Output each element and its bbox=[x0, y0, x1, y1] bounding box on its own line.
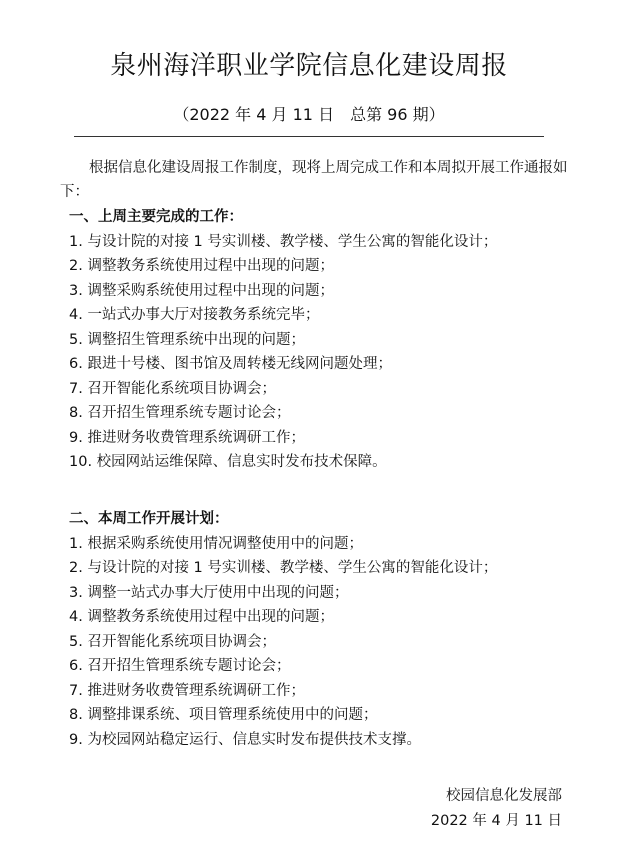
list-item: 7. 召开智能化系统项目协调会； bbox=[69, 380, 276, 397]
list-item: 6. 召开招生管理系统专题讨论会； bbox=[69, 658, 291, 674]
list-item: 8. 调整排课系统、项目管理系统使用中的问题； bbox=[69, 707, 378, 723]
issue-line: （2022 年 4 月 11 日 总第 96 期） bbox=[173, 105, 445, 124]
list-item: 5. 召开智能化系统项目协调会； bbox=[69, 633, 276, 650]
planned-work-list bbox=[60, 532, 586, 753]
list-item: 9. 推进财务收费管理系统调研工作； bbox=[69, 429, 305, 446]
list-item: 1. 根据采购系统使用情况调整使用中的问题； bbox=[69, 535, 363, 552]
list-item: 1. 与设计院的对接 1 号实训楼、教学楼、学生公寓的智能化设计； bbox=[69, 233, 498, 250]
report-title: 泉州海洋职业学院信息化建设周报 bbox=[110, 51, 508, 81]
section-heading: 一、上周主要完成的工作： bbox=[69, 209, 243, 225]
list-item: 5. 调整招生管理系统中出现的问题； bbox=[69, 331, 305, 348]
signature-department: 校园信息化发展部 bbox=[446, 788, 562, 804]
list-item: 3. 调整一站式办事大厅使用中出现的问题； bbox=[69, 584, 349, 601]
signature-date: 2022 年 4 月 11 日 bbox=[430, 813, 562, 829]
section-heading: 二、本周工作开展计划： bbox=[69, 511, 229, 527]
list-item: 9. 为校园网站稳定运行、信息实时发布提供技术支撑。 bbox=[69, 731, 421, 748]
section-last-week bbox=[60, 205, 586, 475]
list-item: 2. 与设计院的对接 1 号实训楼、教学楼、学生公寓的智能化设计； bbox=[69, 560, 498, 576]
intro-paragraph: 根据信息化建设周报工作制度，现将上周完成工作和本周拟开展工作通报如下： bbox=[60, 160, 568, 200]
list-item: 7. 推进财务收费管理系统调研工作； bbox=[69, 682, 305, 699]
list-item: 10. 校园网站运维保障、信息实时发布技术保障。 bbox=[69, 454, 387, 470]
list-item: 2. 调整教务系统使用过程中出现的问题； bbox=[69, 258, 334, 274]
list-item: 4. 一站式办事大厅对接教务系统完毕； bbox=[69, 307, 320, 323]
list-item: 6. 跟进十号楼、图书馆及周转楼无线网问题处理； bbox=[69, 356, 392, 372]
section-this-week bbox=[60, 507, 586, 752]
list-item: 3. 调整采购系统使用过程中出现的问题； bbox=[69, 282, 334, 299]
completed-work-list bbox=[60, 230, 586, 475]
list-item: 4. 调整教务系统使用过程中出现的问题； bbox=[69, 609, 334, 625]
header-divider bbox=[74, 136, 544, 137]
list-item: 8. 召开招生管理系统专题讨论会； bbox=[69, 405, 291, 421]
